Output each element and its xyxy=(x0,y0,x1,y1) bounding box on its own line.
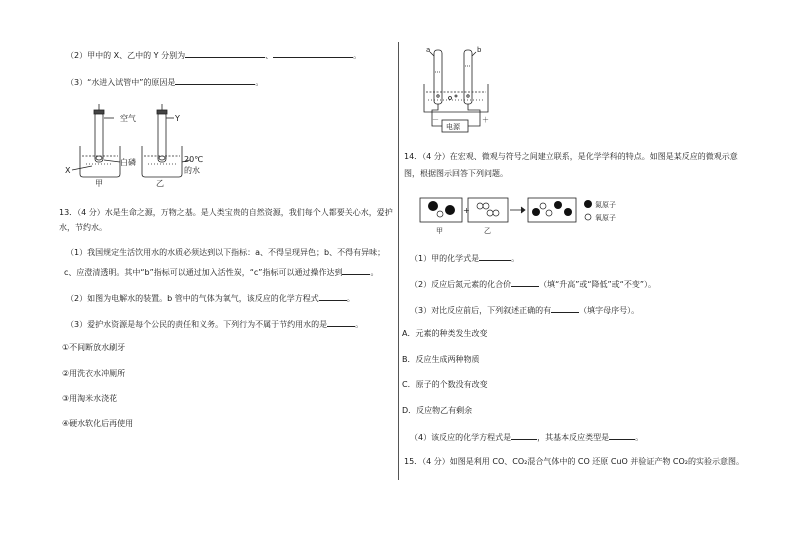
period: 。 xyxy=(353,51,362,60)
q13-part3 xyxy=(66,318,363,330)
legend-oxygen-label: 氧原子 xyxy=(595,214,616,222)
nitrogen-atom xyxy=(445,205,455,215)
q14-line1: 14．（4 分）在宏观、微观与符号之间建立联系，是化学学科的特点。如图是某反应的微观示意 xyxy=(404,152,738,161)
period: 。 xyxy=(346,294,355,303)
molecular-reaction-diagram xyxy=(418,192,648,236)
oxygen-atom xyxy=(437,211,443,217)
electrolysis-apparatus-figure xyxy=(420,44,500,134)
oxygen-atom xyxy=(477,203,483,209)
label-temperature: 20℃ xyxy=(184,155,204,164)
nitrogen-atom xyxy=(428,201,438,211)
legend-oxygen-icon xyxy=(585,214,591,220)
nitrogen-atom xyxy=(564,208,572,216)
box-jia xyxy=(420,198,462,222)
q14-part1-text: （1）甲的化学式是 xyxy=(410,254,480,263)
label-jia: 甲 xyxy=(436,227,443,235)
answer-blank[interactable] xyxy=(511,431,537,440)
q13-option-4: ④硬水软化后再使用 xyxy=(62,419,134,428)
q14-part2-text: （2）反应后氮元素的化合价 xyxy=(410,280,512,289)
arrow-head xyxy=(521,207,525,213)
answer-blank[interactable] xyxy=(273,49,353,58)
q13-line1: 13．（4 分）水是生命之源，万物之基。是人类宝贵的自然资源，我们每个人都要关心水，爱护 xyxy=(59,208,393,217)
period: 。 xyxy=(635,433,644,442)
label-minus: － xyxy=(432,116,439,124)
q13-part2-text: （2）如图为电解水的装置。b 管中的气体为氧气，该反应的化学方程式 xyxy=(66,294,319,303)
q14-option-d: D．反应物乙有剩余 xyxy=(402,406,473,415)
q15-line1: 15．（4 分）如图是利用 CO、CO₂混合气体中的 CO 还原 CuO 并验证产物 CO₂的实验示意图。 xyxy=(404,457,744,466)
q13-line2: 水，节约水。 xyxy=(59,223,107,232)
label-yi: 乙 xyxy=(484,227,491,235)
q12-part3 xyxy=(66,76,263,88)
oxygen-atom xyxy=(487,210,493,216)
label-b: b xyxy=(477,46,482,54)
nitrogen-atom xyxy=(532,208,540,216)
answer-blank[interactable] xyxy=(551,304,579,313)
answer-blank[interactable] xyxy=(609,431,635,440)
answer-blank[interactable] xyxy=(342,266,370,275)
nitrogen-atom xyxy=(554,201,562,209)
label-plus: ＋ xyxy=(482,116,489,124)
q13-part1-text: c、应澄清透明。其中“b”指标可以通过加入活性炭，“c”指标可以通过操作达到 xyxy=(64,268,343,277)
plus-sign: + xyxy=(463,206,470,215)
q14-line2: 图，根据图示回答下列问题。 xyxy=(404,169,508,178)
q13-part1-line1: （1）我国规定生活饮用水的水质必须达到以下指标：a、不得呈现异色；b、不得有异味； xyxy=(66,248,386,257)
q14-part1 xyxy=(410,252,519,264)
instruction: （填字母序号）。 xyxy=(579,306,640,315)
answer-blank[interactable] xyxy=(319,292,347,301)
oxygen-atom xyxy=(483,203,489,209)
label-y: Y xyxy=(175,114,180,123)
period: 。 xyxy=(511,254,520,263)
q13-option-1: ①不间断放水刷牙 xyxy=(62,343,126,352)
label-yi: 乙 xyxy=(156,179,164,188)
q14-part3-text: （3）对比反应前后，下列叙述正确的有 xyxy=(410,306,552,315)
q14-part2 xyxy=(410,278,656,290)
beaker-jia xyxy=(72,104,120,177)
q14-option-a: A．元素的种类发生改变 xyxy=(402,329,488,338)
answer-blank[interactable] xyxy=(175,76,255,85)
q14-option-b: B．反应生成两种物质 xyxy=(402,355,480,364)
q14-part4-text: （4）该反应的化学方程式是 xyxy=(410,433,512,442)
q14-option-c: C．原子的个数没有改变 xyxy=(402,380,488,389)
q14-part3 xyxy=(410,304,639,316)
beaker-yi xyxy=(142,104,190,177)
label-white-phosphorus: 白磷 xyxy=(120,158,136,167)
q13-part2 xyxy=(66,292,355,304)
q13-part3-text: （3）爱护水资源是每个公民的责任和义务。下列行为不属于节约用水的是 xyxy=(66,320,328,329)
answer-blank[interactable] xyxy=(479,252,511,261)
q12-part2-text: （2）甲中的 X、乙中的 Y 分别为 xyxy=(66,51,186,60)
q12-part2 xyxy=(66,49,361,61)
box-yi xyxy=(468,198,508,222)
q14-part4 xyxy=(410,431,643,443)
separator: 、 xyxy=(265,51,274,60)
period: 。 xyxy=(255,78,264,87)
legend-nitrogen-label: 氮原子 xyxy=(595,201,616,209)
q12-part3-text: （3）“水进入试管中”的原因是 xyxy=(66,78,176,87)
period: 。 xyxy=(370,268,379,277)
column-divider xyxy=(398,42,399,480)
answer-blank[interactable] xyxy=(511,278,539,287)
legend-nitrogen-icon xyxy=(584,200,592,208)
oxygen-atom xyxy=(493,210,499,216)
oxygen-atom xyxy=(546,210,552,216)
label-water: 的水 xyxy=(184,166,200,175)
q13-part1-line2 xyxy=(64,266,378,278)
q14-part4-mid: ，其基本反应类型是 xyxy=(537,433,610,442)
label-x: X xyxy=(65,166,71,175)
label-air: 空气 xyxy=(120,114,136,123)
period: 。 xyxy=(355,320,364,329)
label-a: a xyxy=(426,46,431,54)
q13-option-2: ②用洗衣水冲厕所 xyxy=(62,369,126,378)
answer-blank[interactable] xyxy=(327,318,355,327)
label-jia: 甲 xyxy=(95,179,103,188)
q13-option-3: ③用淘米水浇花 xyxy=(62,394,118,403)
oxygen-atom xyxy=(540,203,546,209)
answer-blank[interactable] xyxy=(185,49,265,58)
label-power-supply: 电源 xyxy=(446,123,460,131)
test-tube-apparatus-figure xyxy=(62,104,212,188)
instruction: （填“升高”或“降低”或“不变”）。 xyxy=(539,280,656,289)
